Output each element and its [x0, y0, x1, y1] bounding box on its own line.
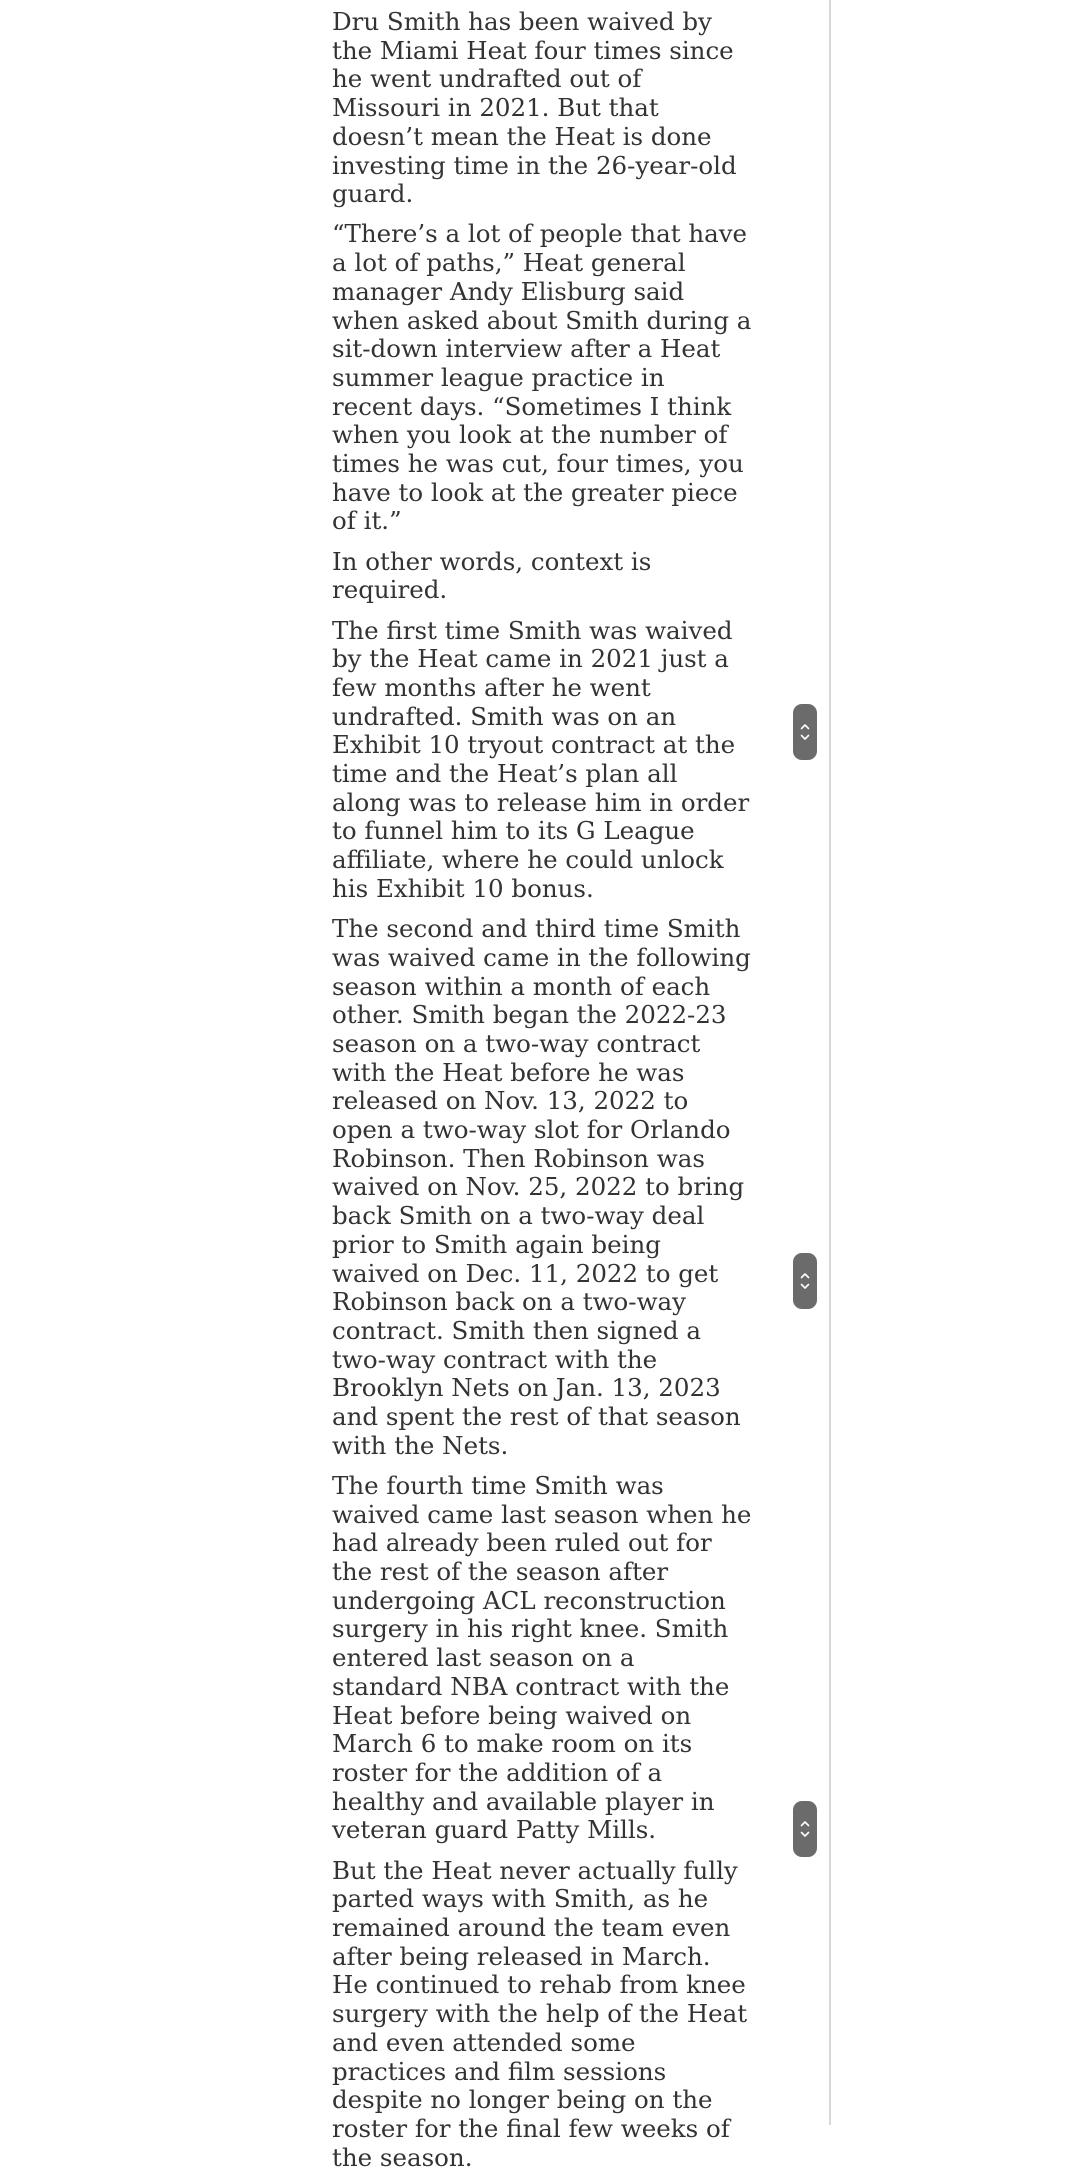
article-paragraph: In other words, context is required. — [332, 546, 652, 605]
chevron-up-icon — [800, 1272, 810, 1279]
article-paragraph: The first time Smith was waived by the Heat came in 2021 just a few months after he went undrafted. Smith was on an Exhibit 10 tryout contract at the time and the Heat’s plan all along was to release him in order to funnel him to its G League affiliate, where he could unlock his Exhibit 10 bonus. — [332, 615, 750, 903]
article-body — [332, 8, 752, 2184]
article-paragraph: Dru Smith has been waived by the Miami Heat four times since he went undrafted out of Missouri in 2021. But that doesn’t mean the Heat is done investing time in the 26-year-old guard. — [332, 7, 737, 209]
scroll-handle[interactable] — [793, 704, 817, 760]
chevron-up-icon — [800, 1820, 810, 1827]
article-paragraph: The second and third time Smith was waived came in the following season within a month of each other. Smith began the 2022-23 season on a two-way contract with the Heat before he was released on Nov. 13, 2022 to open a two-way slot for Orlando Robinson. Then Robinson was waived on Nov. 25, 2022 to bring back Smith on a two-way deal prior to Smith again being waived on Dec. 11, 2022 to get Robinson back on a two-way contract. Smith then signed a two-way contract with the Brooklyn Nets on Jan. 13, 2023 and spent the rest of that season with the Nets. — [332, 914, 751, 1460]
scroll-handle[interactable] — [793, 1253, 817, 1309]
column-divider — [829, 0, 831, 2125]
article-paragraph: “There’s a lot of people that have a lot of paths,” Heat general manager Andy Elisburg said when asked about Smith during a sit-down interview after a Heat summer league practice in recent days. “Sometimes I think when you look at the number of times he was cut, four times, you have to look at the greater piece of it.” — [332, 219, 752, 536]
chevron-down-icon — [800, 1283, 810, 1290]
chevron-up-icon — [800, 723, 810, 730]
chevron-down-icon — [800, 734, 810, 741]
article-paragraph: But the Heat never actually fully parted ways with Smith, as he remained around the team even after being released in March. He continued to rehab from knee surgery with the help of the Heat and even attended some practices and film sessions despite no longer being on the roster for the final few weeks of the season. — [332, 1855, 748, 2172]
scroll-handle[interactable] — [793, 1801, 817, 1857]
article-paragraph: The fourth time Smith was waived came last season when he had already been ruled out for the rest of the season after undergoing ACL reconstruction surgery in his right knee. Smith entered last season on a standard NBA contract with the Heat before being waived on March 6 to make room on its roster for the addition of a healthy and available player in veteran guard Patty Mills. — [332, 1470, 752, 1845]
chevron-down-icon — [800, 1831, 810, 1838]
